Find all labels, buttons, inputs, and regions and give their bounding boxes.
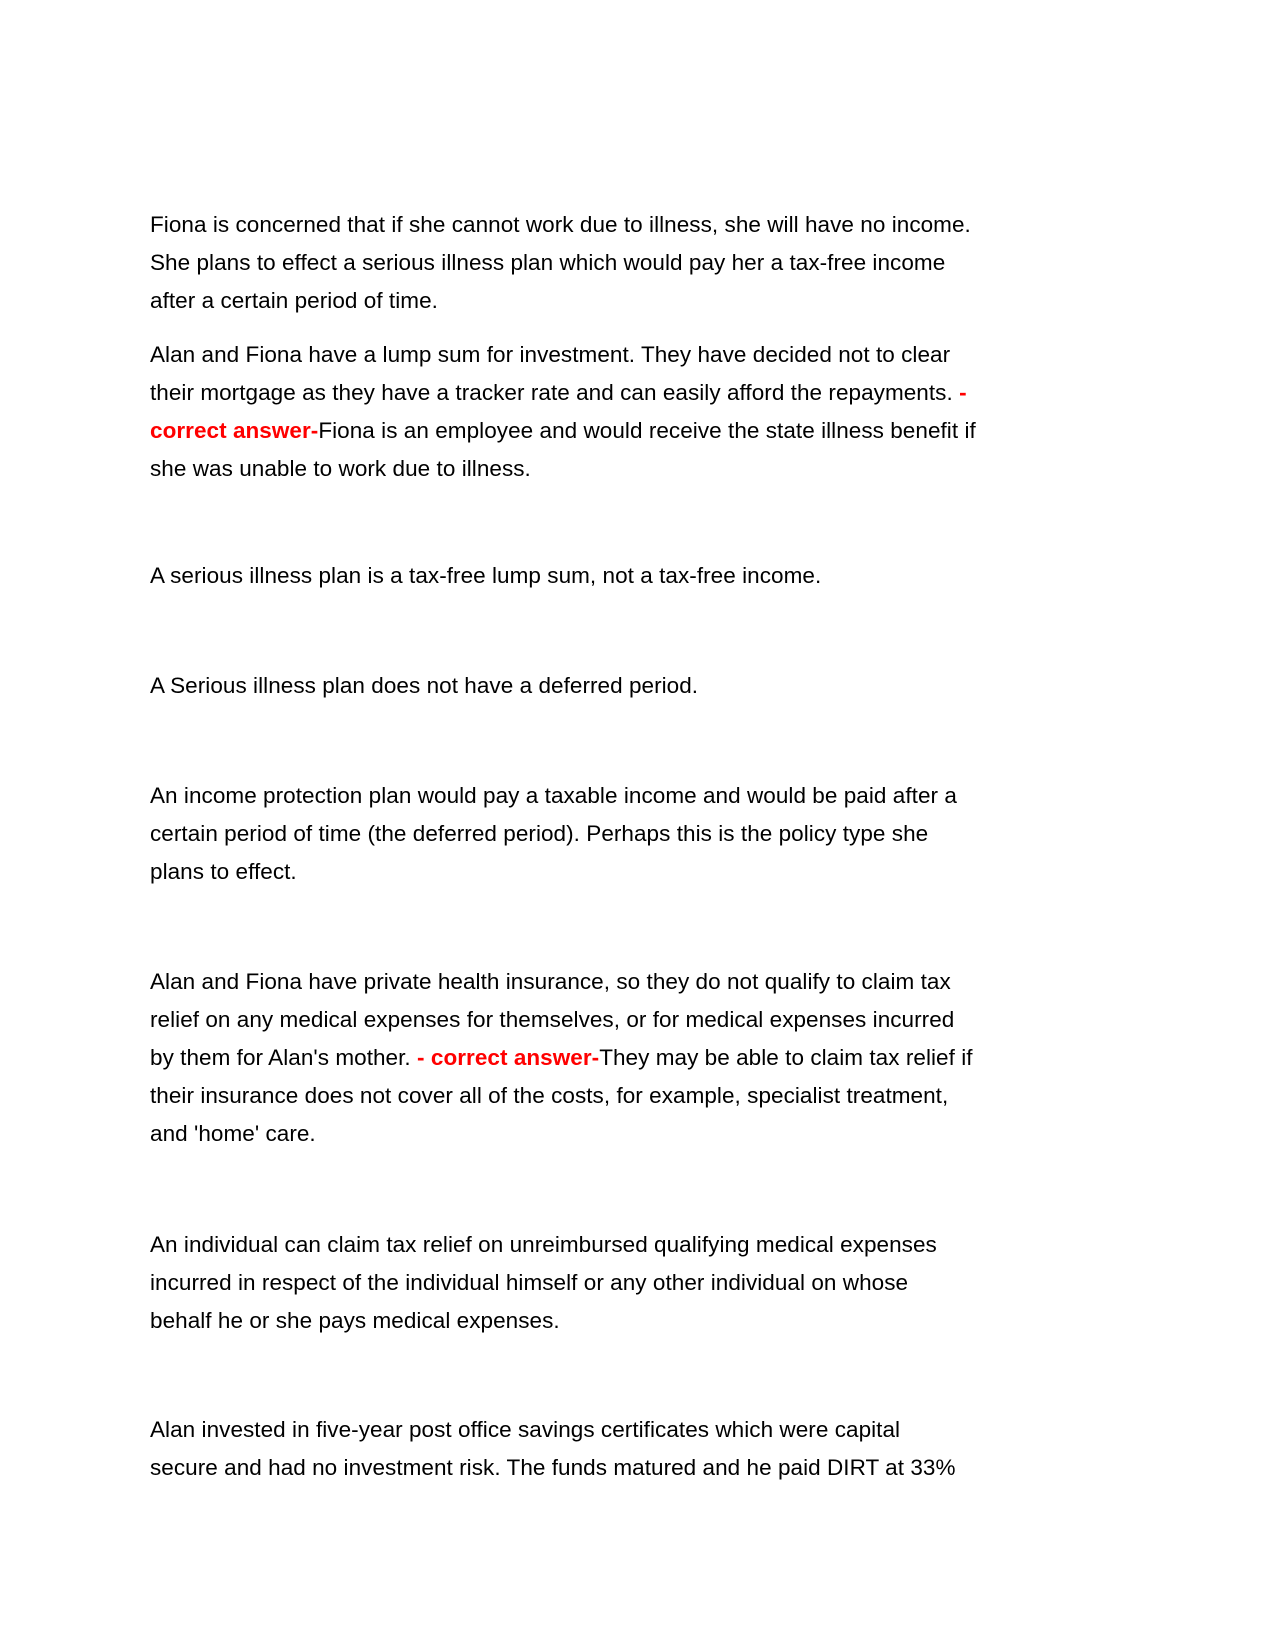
text-run: their insurance does not cover all of the costs, for example, specialist treatment, (150, 1083, 949, 1108)
text-line (150, 1039, 1150, 1077)
text-run: after a certain period of time. (150, 288, 438, 313)
text-line (150, 1001, 1150, 1039)
text-run: plans to effect. (150, 859, 297, 884)
text-run: They may be able to claim tax relief if (599, 1045, 973, 1070)
text-run: She plans to effect a serious illness plan which would pay her a tax-free income (150, 250, 946, 275)
text-run: behalf he or she pays medical expenses. (150, 1308, 560, 1333)
correct-answer-label: correct answer- (150, 418, 319, 443)
paragraph-post-office-savings (150, 1411, 1150, 1487)
text-run: relief on any medical expenses for themselves, or for medical expenses incurred (150, 1007, 955, 1032)
text-line (150, 1077, 1150, 1115)
paragraph-income-protection (150, 777, 1150, 891)
text-line (150, 815, 1150, 853)
text-run: certain period of time (the deferred period). Perhaps this is the policy type she (150, 821, 929, 846)
text-run: Fiona is concerned that if she cannot work due to illness, she will have no income. (150, 212, 971, 237)
text-line (150, 853, 1150, 891)
text-line (150, 336, 1150, 374)
text-run: Alan invested in five-year post office savings certificates which were capital (150, 1417, 901, 1442)
text-run: their mortgage as they have a tracker rate and can easily afford the repayments. (150, 380, 960, 405)
correct-answer-label: - correct answer- (417, 1045, 600, 1070)
paragraph-serious-illness-lump-sum (150, 557, 1150, 595)
text-line (150, 206, 1150, 244)
text-run: secure and had no investment risk. The funds matured and he paid DIRT at 33% (150, 1455, 956, 1480)
text-line (150, 282, 1150, 320)
text-line (150, 1115, 1150, 1153)
text-line (150, 244, 1150, 282)
text-line (150, 412, 1150, 450)
text-run: she was unable to work due to illness. (150, 456, 531, 481)
text-run: An income protection plan would pay a taxable income and would be paid after a (150, 783, 957, 808)
text-run: A serious illness plan is a tax-free lump sum, not a tax-free income. (150, 563, 822, 588)
paragraph-individual-tax-relief (150, 1226, 1150, 1340)
text-line (150, 1411, 1150, 1449)
paragraph-lump-sum-answer (150, 336, 1150, 488)
text-line (150, 1226, 1150, 1264)
text-run: incurred in respect of the individual himself or any other individual on whose (150, 1270, 909, 1295)
text-line (150, 557, 1150, 595)
text-line (150, 374, 1150, 412)
text-line (150, 1302, 1150, 1340)
text-line (150, 963, 1150, 1001)
text-line (150, 667, 1150, 705)
text-line (150, 450, 1150, 488)
paragraph-no-deferred-period (150, 667, 1150, 705)
text-run: by them for Alan's mother. (150, 1045, 418, 1070)
paragraph-fiona-concern (150, 206, 1150, 320)
text-run: Alan and Fiona have a lump sum for investment. They have decided not to clear (150, 342, 951, 367)
text-run: and 'home' care. (150, 1121, 316, 1146)
text-run: A Serious illness plan does not have a deferred period. (150, 673, 699, 698)
text-run: Fiona is an employee and would receive the state illness benefit if (318, 418, 976, 443)
text-line (150, 777, 1150, 815)
text-line (150, 1449, 1150, 1487)
correct-answer-marker: - (959, 380, 967, 405)
text-run: An individual can claim tax relief on unreimbursed qualifying medical expenses (150, 1232, 937, 1257)
text-line (150, 1264, 1150, 1302)
text-run: Alan and Fiona have private health insurance, so they do not qualify to claim tax (150, 969, 951, 994)
paragraph-health-insurance-answer (150, 963, 1150, 1153)
